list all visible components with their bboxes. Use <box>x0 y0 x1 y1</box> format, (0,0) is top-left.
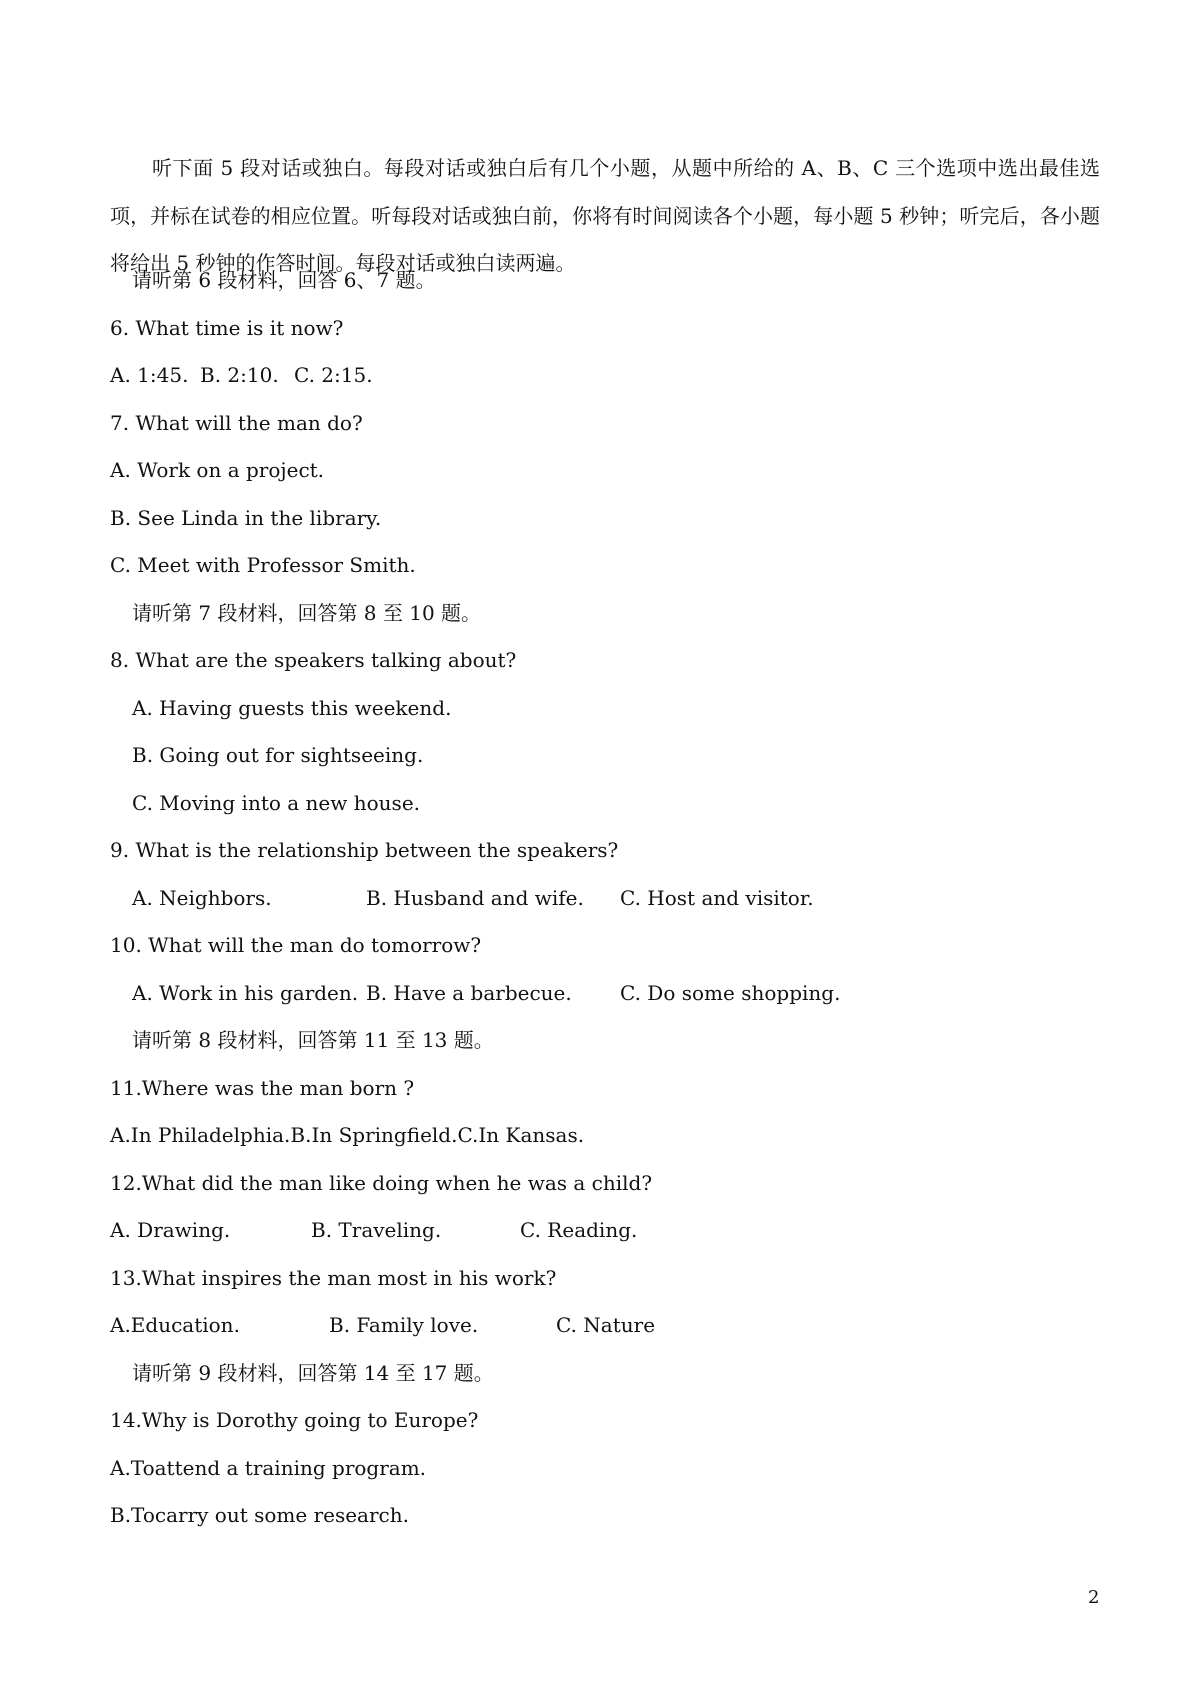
question-14-option-a: A.Toattend a training program. <box>110 1456 427 1480</box>
question-8-option-b: B. Going out for sightseeing. <box>132 743 424 767</box>
page-number: 2 <box>1088 1587 1100 1608</box>
question-13-stem: 13.What inspires the man most in his work? <box>110 1266 557 1290</box>
listening-instructions: 听下面 5 段对话或独白。每段对话或独白后有几个小题，从题中所给的 A、B、C 三个选项中选出最佳选项，并标在试卷的相应位置。听每段对话或独白前，你将有时间阅读各个小题，每小题 5 秒钟；听完后，各小题将给出 5 秒钟的作答时间。每段对话或独白读两遍。 <box>110 156 1100 275</box>
question-7-stem: 7. What will the man do? <box>110 411 363 435</box>
section-8-heading: 请听第 8 段材料，回答第 11 至 13 题。 <box>132 1028 494 1052</box>
section-7-heading: 请听第 7 段材料，回答第 8 至 10 题。 <box>132 601 482 625</box>
question-7-option-b: B. See Linda in the library. <box>110 506 382 530</box>
question-8-option-a: A. Having guests this weekend. <box>132 696 452 720</box>
question-12-stem: 12.What did the man like doing when he was a child? <box>110 1171 653 1195</box>
question-11-options: A.In Philadelphia.B.In Springfield.C.In Kansas. <box>110 1123 585 1147</box>
question-12-option-a: A. Drawing. <box>110 1218 231 1242</box>
question-7-option-c: C. Meet with Professor Smith. <box>110 553 416 577</box>
question-13-option-a: A.Education. <box>110 1313 240 1337</box>
question-6-option-c: C. 2:15. <box>294 363 373 387</box>
question-9-option-c: C. Host and visitor. <box>620 886 814 910</box>
question-14-stem: 14.Why is Dorothy going to Europe? <box>110 1408 479 1432</box>
question-8-option-c: C. Moving into a new house. <box>132 791 421 815</box>
question-11-stem: 11.Where was the man born ? <box>110 1076 415 1100</box>
question-12-option-c: C. Reading. <box>520 1218 638 1242</box>
question-7-option-a: A. Work on a project. <box>110 458 325 482</box>
question-8-stem: 8. What are the speakers talking about? <box>110 648 517 672</box>
question-13-option-c: C. Nature <box>556 1313 656 1337</box>
question-6-option-a: A. 1:45. <box>110 363 189 387</box>
question-9-option-a: A. Neighbors. <box>132 886 272 910</box>
question-6-stem: 6. What time is it now? <box>110 316 344 340</box>
question-9-stem: 9. What is the relationship between the speakers? <box>110 838 619 862</box>
question-13-option-b: B. Family love. <box>329 1313 479 1337</box>
question-12-option-b: B. Traveling. <box>311 1218 442 1242</box>
question-6-option-b: B. 2:10. <box>200 363 279 387</box>
section-9-heading: 请听第 9 段材料，回答第 14 至 17 题。 <box>132 1361 494 1385</box>
question-14-option-b: B.Tocarry out some research. <box>110 1503 409 1527</box>
question-10-option-a: A. Work in his garden. <box>132 981 359 1005</box>
question-10-stem: 10. What will the man do tomorrow? <box>110 933 482 957</box>
section-6-heading: 请听第 6 段材料，回答 6、7 题。 <box>132 268 436 292</box>
question-9-option-b: B. Husband and wife. <box>366 886 584 910</box>
question-10-option-c: C. Do some shopping. <box>620 981 841 1005</box>
question-10-option-b: B. Have a barbecue. <box>366 981 572 1005</box>
